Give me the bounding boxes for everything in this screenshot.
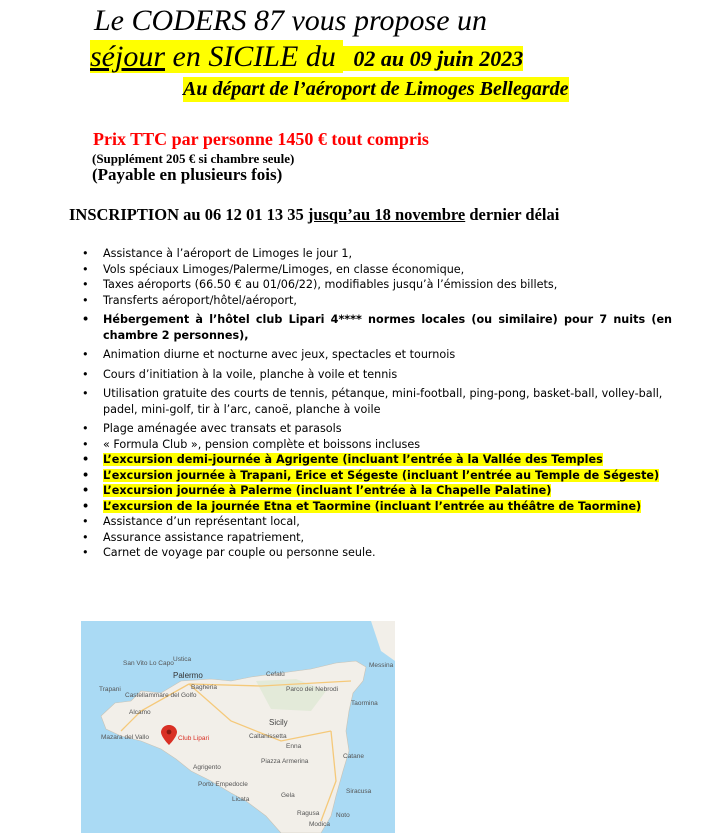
bullet-icon: •	[82, 468, 90, 482]
map-label: Catane	[343, 753, 364, 760]
map-label: Piazza Armerina	[261, 758, 309, 765]
bullet-icon: •	[82, 262, 89, 276]
bullet-icon: •	[82, 293, 89, 307]
title-destination: en SICILE du	[165, 40, 344, 73]
map-label: Parco dei Nebrodi	[286, 686, 339, 693]
map-label: Noto	[336, 812, 350, 819]
list-item: • Hébergement à l’hôtel club Lipari 4**** normes locales (ou similaire) pour 7 nuits (en chambre 2 personnes),	[82, 313, 672, 342]
bullet-icon: •	[82, 546, 89, 559]
list-item: • « Formula Club », pension complète et boissons incluses	[82, 437, 421, 451]
map-label: Caltanissetta	[249, 733, 287, 740]
map-label: Palermo	[173, 671, 203, 680]
map-label: Club Lipari	[178, 735, 210, 742]
bullet-icon: •	[82, 437, 89, 451]
bullet-icon: •	[82, 484, 90, 497]
bullet-icon: •	[82, 387, 89, 400]
excursion-item: • L’excursion de la journée Etna et Taormine (incluant l’entrée au théâtre de Taormine)	[82, 499, 642, 513]
map-label: Castellammare del Golfo	[125, 692, 197, 699]
map-label: Ustica	[173, 656, 192, 663]
map-label: Modica	[309, 821, 330, 828]
bullet-icon: •	[82, 348, 89, 361]
bullet-icon: •	[82, 313, 90, 326]
list-item: • Assistance à l’aéroport de Limoges le jour 1,	[82, 247, 353, 260]
map-label: Agrigento	[193, 764, 221, 771]
excursion-item: • L’excursion journée à Trapani, Erice et Ségeste (incluant l’entrée au Temple de Ségeste)	[82, 468, 660, 482]
sicily-map	[81, 621, 395, 833]
list-item: • Animation diurne et nocturne avec jeux, spectacles et tournois	[82, 348, 456, 361]
list-item: • Vols spéciaux Limoges/Palerme/Limoges, en classe économique,	[82, 262, 465, 276]
excursion-item: • L’excursion journée à Palerme (incluant l’entrée à la Chapelle Palatine)	[82, 484, 552, 497]
map-label: Ragusa	[297, 810, 320, 817]
map-label: Sicily	[269, 718, 288, 727]
map-label: Messina	[369, 662, 394, 669]
inclusions-list	[82, 246, 672, 561]
map-label: Mazara del Vallo	[101, 734, 149, 741]
map-label: Alcamo	[129, 709, 151, 716]
price-line: Prix TTC par personne 1450 € tout compris	[93, 129, 429, 149]
list-item: • Transferts aéroport/hôtel/aéroport,	[82, 293, 297, 307]
inscription-line	[69, 205, 559, 225]
excursion-item: • L’excursion demi-journée à Agrigente (incluant l’entrée à la Vallée des Temples	[82, 453, 603, 466]
map-label: San Vito Lo Capo	[123, 660, 174, 667]
payable-line: (Payable en plusieurs fois)	[92, 165, 283, 184]
bullet-icon: •	[82, 367, 89, 381]
list-item: • Utilisation gratuite des courts de tennis, pétanque, mini-football, ping-pong, basket-ball, volley-ball, padel, mini-golf, tir à l’arc, canoë, planche à voile	[82, 387, 663, 416]
list-item: • Plage aménagée avec transats et parasols	[82, 422, 342, 435]
map-label: Enna	[286, 743, 302, 750]
list-item: • Assistance d’un représentant local,	[82, 515, 300, 528]
map-label: Taormina	[351, 700, 378, 707]
departure-subtitle: Au départ de l’aéroport de Limoges Bellegarde	[183, 78, 569, 100]
map-label: Porto Empedocle	[198, 781, 248, 788]
map-label: Licata	[232, 796, 250, 803]
bullet-icon: •	[82, 499, 90, 513]
mainland-coast	[371, 621, 395, 661]
trip-dates: 02 au 09 juin 2023	[343, 46, 523, 71]
bullet-icon: •	[82, 530, 89, 544]
supplement-line: (Supplément 205 € si chambre seule)	[92, 151, 295, 166]
map-label: Trapani	[99, 686, 121, 693]
map-label: Gela	[281, 792, 295, 799]
title-sejour: séjour	[90, 40, 165, 73]
map-label: Bagheria	[191, 684, 218, 691]
map-label: Cefalù	[266, 671, 285, 678]
map-label: Siracusa	[346, 788, 372, 795]
title-line-2	[90, 40, 523, 76]
inscription-suffix: dernier délai	[465, 205, 560, 224]
bullet-icon: •	[82, 278, 89, 291]
bullet-icon: •	[82, 515, 89, 528]
bullet-icon: •	[82, 453, 90, 466]
title-line-1: Le CODERS 87 vous propose un	[94, 4, 488, 37]
list-item: • Cours d’initiation à la voile, planche à voile et tennis	[82, 367, 398, 381]
inscription-deadline: jusqu’au 18 novembre	[307, 205, 466, 224]
list-item: • Taxes aéroports (66.50 € au 01/06/22), modifiables jusqu’à l’émission des billets,	[82, 278, 558, 291]
map-graphic	[81, 621, 395, 833]
list-item: • Assurance assistance rapatriement,	[82, 530, 305, 544]
list-item: • Carnet de voyage par couple ou personne seule.	[82, 546, 376, 559]
bullet-icon: •	[82, 422, 89, 435]
bullet-icon: •	[82, 247, 89, 260]
inscription-phone: INSCRIPTION au 06 12 01 13 35	[69, 205, 308, 224]
